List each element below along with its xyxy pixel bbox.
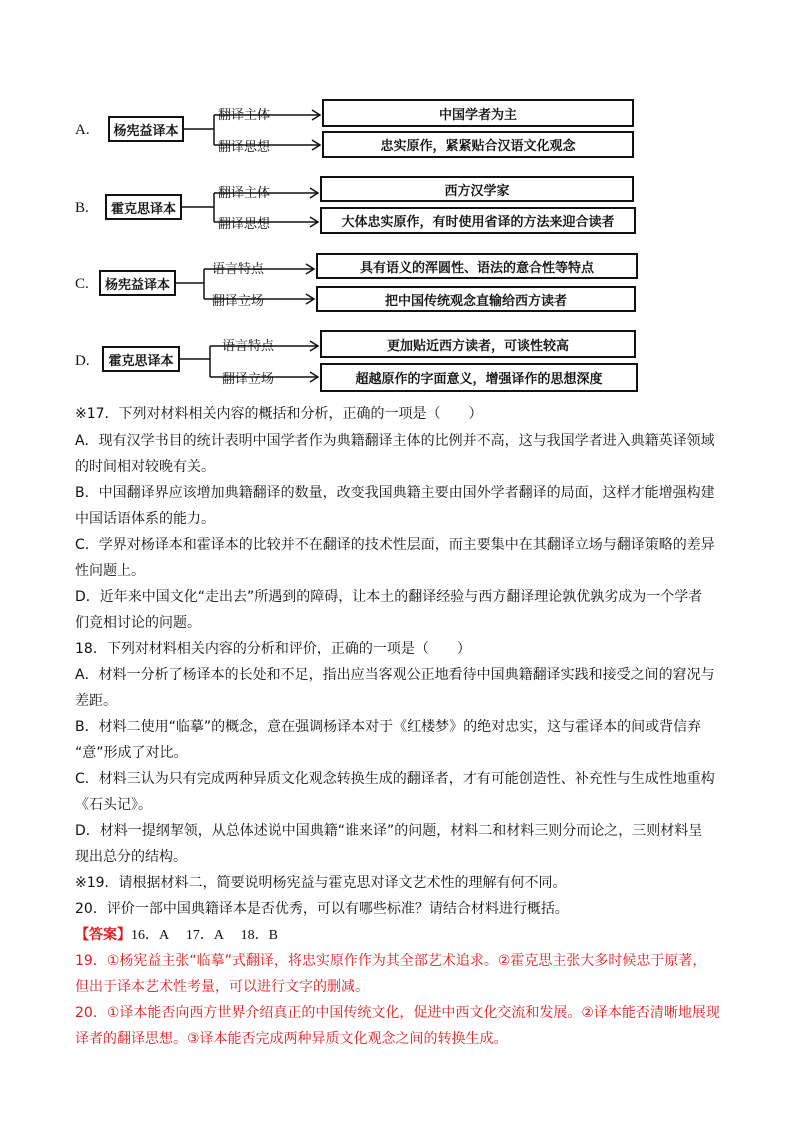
q17-option-d-line1: D．近年来中国文化“走出去”所遇到的障碍，让本土的翻译经验与西方翻译理论孰优孰劣成为一个学者 xyxy=(75,589,703,605)
answer-choices: 16．A 17．A 18．B xyxy=(131,928,279,943)
q17-option-c-line1: C．学界对杨译本和霍译本的比较并不在翻译的技术性层面，而主要集中在其翻译立场与翻译策略的差异 xyxy=(75,537,715,553)
option-a-letter: A. xyxy=(75,122,90,138)
option-a-branch1: 翻译主体 xyxy=(218,108,271,123)
option-b-letter: B. xyxy=(75,200,89,216)
answer-label: 【答案】 xyxy=(75,927,131,943)
option-d-branch2: 翻译立场 xyxy=(222,372,275,387)
answer-20-line2: 译者的翻译思想。③译本能否完成两种异质文化观念之间的转换生成。 xyxy=(75,1031,508,1047)
option-b-root: 霍克思译本 xyxy=(105,194,182,220)
q17-option-a-line1: A．现有汉学书目的统计表明中国学者作为典籍翻译主体的比例并不高，这与我国学者进入典籍英译领域 xyxy=(75,433,715,449)
option-a-root: 杨宪益译本 xyxy=(108,116,184,142)
q17-option-a-line2: 的时间相对较晚有关。 xyxy=(75,459,215,475)
q19-stem: ※19．请根据材料二，简要说明杨宪益与霍克思对译文艺术性的理解有何不同。 xyxy=(75,875,567,891)
q17-option-b-line2: 中国话语体系的能力。 xyxy=(75,511,215,527)
option-a-target2: 忠实原作，紧紧贴合汉语文化观念 xyxy=(322,131,634,158)
option-b-branch2: 翻译思想 xyxy=(218,217,271,232)
q18-option-a-line1: A．材料一分析了杨译本的长处和不足，指出应当客观公正地看待中国典籍翻译实践和接受之间的窘况与 xyxy=(75,667,715,683)
option-b-target1: 西方汉学家 xyxy=(320,176,634,202)
q18-option-b-line2: “意”形成了对比。 xyxy=(75,745,188,761)
q18-option-d-line2: 现出总分的结构。 xyxy=(75,849,187,865)
q18-option-c-line1: C．材料三认为只有完成两种异质文化观念转换生成的翻译者，才有可能创造性、补充性与生成性地重构 xyxy=(75,771,715,787)
option-d-target2: 超越原作的字面意义，增强译作的思想深度 xyxy=(320,363,638,392)
q18-option-b-line1: B．材料二使用“临摹”的概念，意在强调杨译本对于《红楼梦》的绝对忠实，这与霍译本的间或背信弃 xyxy=(75,719,702,735)
option-d-target1: 更加贴近西方读者，可谈性较高 xyxy=(320,330,636,358)
options-diagram xyxy=(0,0,800,400)
option-b-target2: 大体忠实原作，有时使用省译的方法来迎合读者 xyxy=(320,207,636,234)
option-c-branch2: 翻译立场 xyxy=(212,294,265,309)
option-a-target1: 中国学者为主 xyxy=(322,99,634,127)
answer-choices-line xyxy=(75,924,278,944)
option-c-branch1: 语言特点 xyxy=(212,262,265,277)
q18-option-d-line1: D．材料一提纲挈领，从总体述说中国典籍“谁来译”的问题，材料二和材料三则分而论之，三则材料呈 xyxy=(75,823,703,839)
answer-19-line1: 19．①杨宪益主张“临摹”式翻译，将忠实原作作为其全部艺术追求。②霍克思主张大多时候忠于原著， xyxy=(75,953,707,969)
q17-option-c-line2: 性问题上。 xyxy=(75,563,145,579)
option-d-root: 霍克思译本 xyxy=(102,346,180,372)
option-c-root: 杨宪益译本 xyxy=(99,270,176,296)
q17-option-d-line2: 们竞相讨论的问题。 xyxy=(75,615,201,631)
option-a-branch2: 翻译思想 xyxy=(218,140,271,155)
q18-option-c-line2: 《石头记》。 xyxy=(75,797,152,813)
option-d-letter: D. xyxy=(75,353,90,369)
option-c-letter: C. xyxy=(75,276,89,292)
option-c-target2: 把中国传统观念直输给西方读者 xyxy=(316,286,636,312)
answer-19-line2: 但出于译本艺术性考量，可以进行文字的删减。 xyxy=(75,979,369,995)
q17-option-b-line1: B．中国翻译界应该增加典籍翻译的数量，改变我国典籍主要由国外学者翻译的局面，这样才能增强构建 xyxy=(75,485,715,501)
q17-stem: ※17．下列对材料相关内容的概括和分析，正确的一项是（ ） xyxy=(75,406,483,422)
option-b-branch1: 翻译主体 xyxy=(218,186,271,201)
q18-option-a-line2: 差距。 xyxy=(75,693,117,709)
q18-stem: 18．下列对材料相关内容的分析和评价，正确的一项是（ ） xyxy=(75,641,471,657)
answer-20-line1: 20．①译本能否向西方世界介绍真正的中国传统文化，促进中西文化交流和发展。②译本能否清晰地展现 xyxy=(75,1005,720,1021)
q20-stem: 20．评价一部中国典籍译本是否优秀，可以有哪些标准？请结合材料进行概括。 xyxy=(75,901,569,917)
option-d-branch1: 语言特点 xyxy=(222,339,275,354)
option-c-target1: 具有语义的浑圆性、语法的意合性等特点 xyxy=(316,253,638,279)
